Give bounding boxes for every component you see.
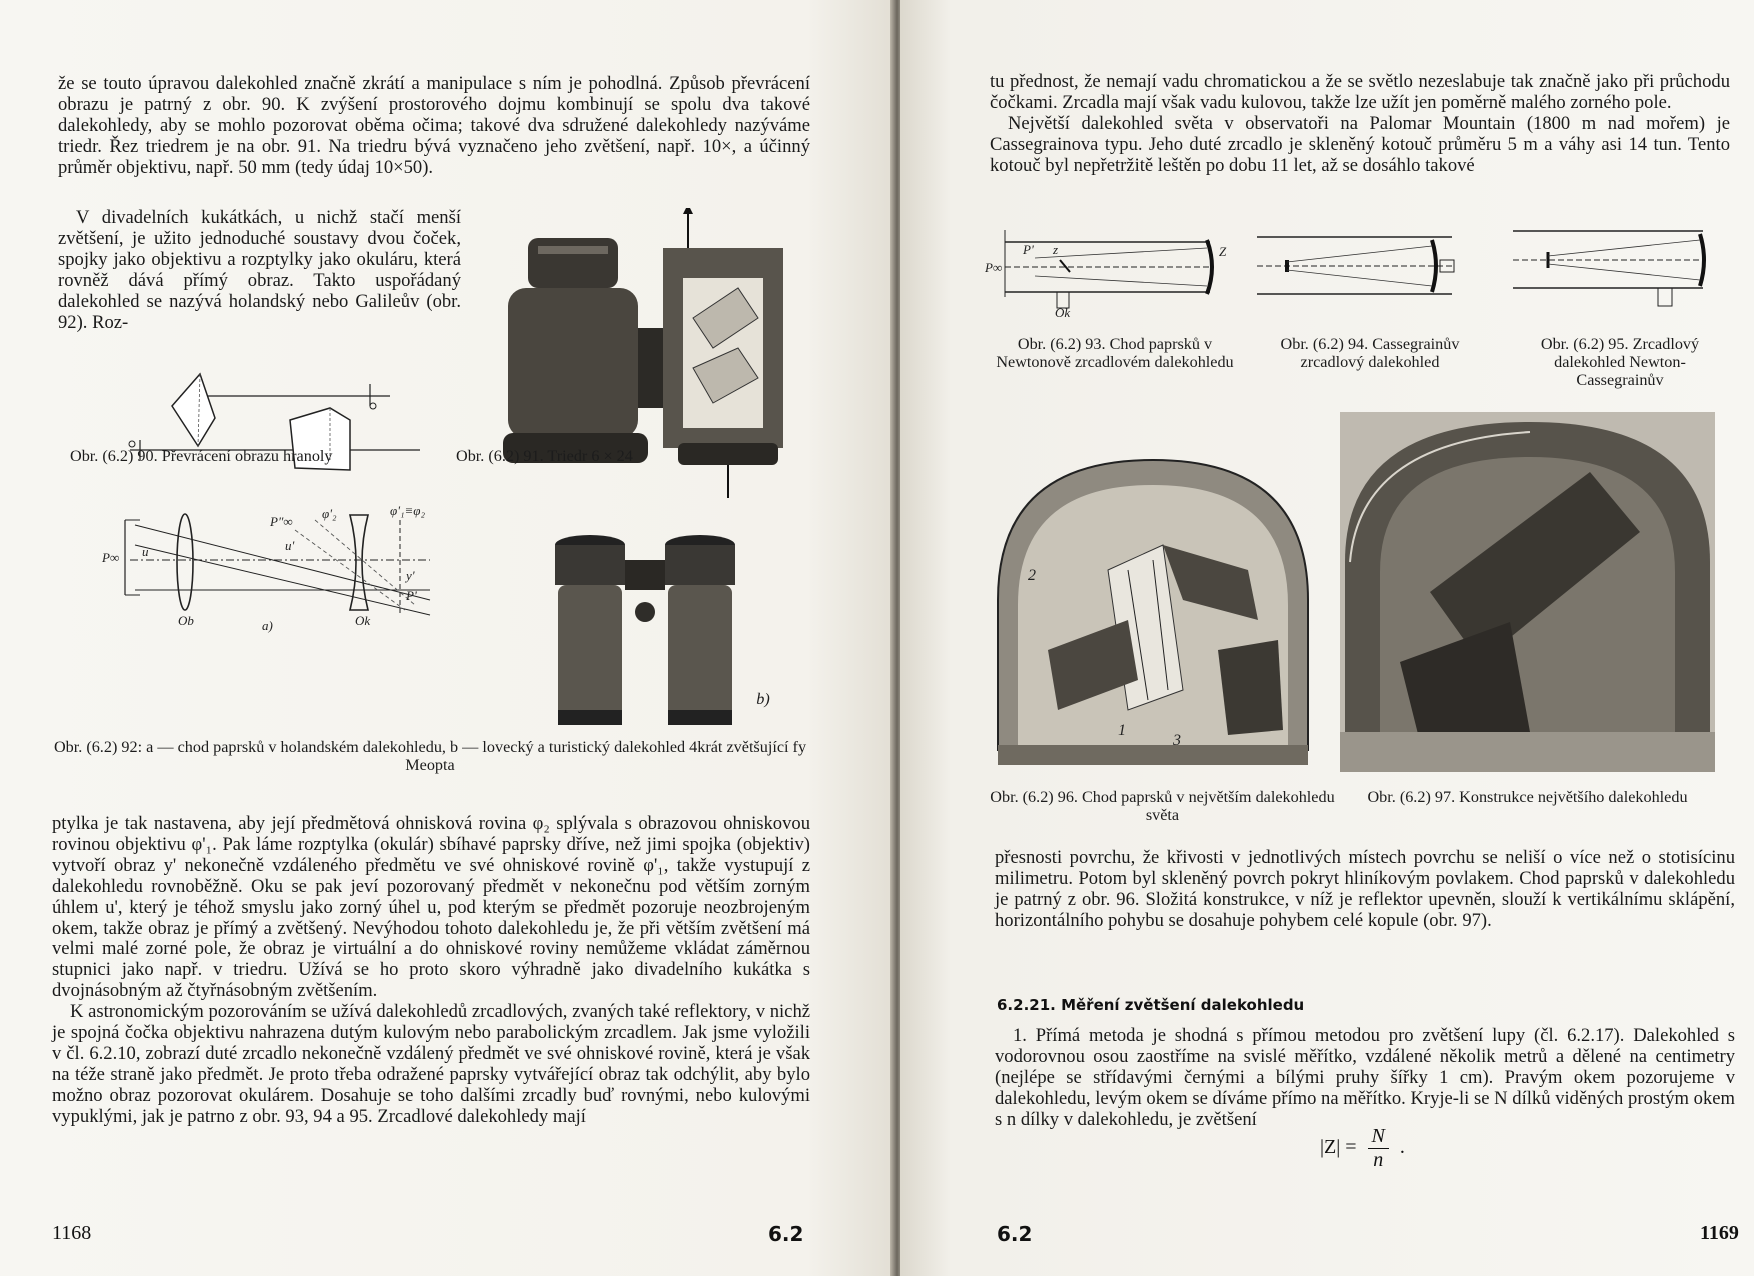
fig92b-bridge <box>625 560 665 590</box>
fig93-ray-2 <box>1035 276 1207 286</box>
left-paragraph-side <box>58 208 461 333</box>
fig92-label-pinf: P∞ <box>102 550 120 565</box>
fig92b-focus-wheel <box>635 602 655 622</box>
caption-fig-95: Obr. (6.2) 95. Zrcadlový dalekohled Newton-Cassegrainův <box>1540 335 1700 389</box>
formula-numerator: N <box>1368 1125 1389 1149</box>
left-paragraph-bottom <box>52 814 810 1128</box>
fig91-body-left <box>508 288 638 438</box>
fig92-label-p-prime: P' <box>406 588 417 603</box>
right-paragraph-method-text: 1. Přímá metoda je shodná s přímou metodou pro zvětšení lupy (čl. 6.2.17). Dalekohled s vodorovnou osou zaostříme na svislé měřítko, vzdálené několik metrů a dělené na centimetry (nejlépe se střídavými černými a bílými pruhy šířky 1 cm). Pravým okem pozorujeme v dalekohledu, levým okem se díváme přímo na měřítko. Kryje-li se N dílků viděných prostým okem s n dílky v dalekohledu, je zvětšení <box>995 1025 1735 1130</box>
figure-94-cassegrain <box>1252 232 1462 302</box>
fig93-label-ok: Ok <box>1055 305 1071 317</box>
caption-fig-93: Obr. (6.2) 93. Chod paprsků v Newtonově zrcadlovém dalekohledu <box>996 335 1234 371</box>
fig95-eyepiece <box>1658 288 1672 306</box>
fig95-main-mirror <box>1700 234 1704 286</box>
fig92b-right-barrel <box>668 585 732 720</box>
fig96-pier <box>1218 640 1283 735</box>
fig92-label-phi2-prime: φ'₂ <box>322 506 337 521</box>
formula-tail: . <box>1399 1136 1405 1159</box>
fig91-eyepiece <box>528 238 618 288</box>
left-paragraph-bottom-2: K astronomickým pozorováním se užívá dalekohledů zrcadlových, zvaných také reflektory, v nichž je spojná čočka objektivu nahrazena dutým kulovým nebo parabolickým zrcadlem. Jak jsme vyložili v čl. 6.2.10, zobrazí duté zrcadlo nekonečně vzdálený předmět ve své ohniskové rovině, která je však na téže straně jako předmět. Je proto třeba odražené paprsky vytvářející obraz tak odchýlit, aby bylo možno obraz pozorovat okulárem. Dosahuje se toho dalšími zrcadly buď rovnými, nebo kulovými vypuklými, jak je patrno z obr. 93, 94 a 95. Zrcadlové dalekohledy mají <box>52 1001 810 1127</box>
right-section-mark: 6.2 <box>997 1222 1033 1246</box>
fig92-label-y-prime: y' <box>406 568 415 583</box>
fig92b-right-objective <box>668 710 732 725</box>
caption-fig-96: Obr. (6.2) 96. Chod paprsků v největším dalekohledu světa <box>990 788 1335 824</box>
figure-97-observatory <box>1340 412 1715 772</box>
fig93-label-z-small: z <box>1053 242 1059 257</box>
figure-96-dome-rays <box>988 450 1323 770</box>
magnification-formula <box>1320 1125 1405 1172</box>
fig92-label-u: u <box>142 544 149 559</box>
fig92b-left-barrel <box>558 585 622 720</box>
fig96-label-1: 1 <box>1118 722 1126 739</box>
section-heading-6-2-21: 6.2.21. Měření zvětšení dalekohledu <box>997 996 1305 1014</box>
caption-fig-97: Obr. (6.2) 97. Konstrukce největšího dalekohledu <box>1367 788 1688 806</box>
fig92b-left-objective <box>558 710 622 725</box>
fig95-ray-2 <box>1548 264 1700 280</box>
fig93-flat-mirror <box>1060 260 1070 272</box>
left-page-number: 1168 <box>52 1222 92 1244</box>
fig92-label-pinf-prime: P″∞ <box>270 514 293 529</box>
fig91-arrowhead-top <box>683 208 693 214</box>
caption-fig-91: Obr. (6.2) 91. Triedr 6 × 24 <box>456 447 633 465</box>
figure-92a-galilean-rays <box>100 500 460 650</box>
fig94-ray-1 <box>1287 246 1432 262</box>
fig92-ray-1 <box>135 525 430 600</box>
fig92-objective-lens <box>177 514 193 610</box>
left-section-mark: 6.2 <box>768 1222 804 1246</box>
fig95-ray-1 <box>1548 240 1700 256</box>
figure-93-newton <box>985 222 1235 317</box>
fig94-ray-2 <box>1287 270 1432 286</box>
caption-fig-90: Obr. (6.2) 90. Převrácení obrazu hranoly <box>70 447 333 465</box>
fig96-base <box>998 745 1308 765</box>
fig96-label-2: 2 <box>1028 567 1036 584</box>
fig92-label-b: b) <box>756 690 770 708</box>
left-paragraph-top-text: že se touto úpravou dalekohled značně zkrátí a manipulace s ním je pohodlná. Způsob převrácení obrazu je patrný z obr. 90. K zvýšení prostorového dojmu kombinují se spolu dva takové dalekohledy, aby se mohlo pozorovat oběma očima; takové dva sdružené dalekohledy nazýváme triedr. Řez triedrem je na obr. 91. Na triedru bývá vyznačeno jeho zvětšení, např. 10×, a účinný průměr objektivu, např. 50 mm (tedy údaj 10×50). <box>58 73 810 178</box>
fig96-label-3: 3 <box>1173 732 1181 749</box>
fig92b-right-top <box>665 545 735 585</box>
fig92-label-u-prime: u' <box>285 538 295 553</box>
fig92-label-ob: Ob <box>178 613 194 628</box>
right-paragraph-palomar: Největší dalekohled světa v observatoři na Palomar Mountain (1800 m nad mořem) je Cassegrainova typu. Jeho duté zrcadlo je skleněný kotouč průměru 5 m a váhy asi 14 tun. Tento kotouč byl nepřetržitě leštěn po dobu 11 let, až se dosáhlo takové <box>990 112 1730 176</box>
fig90-prism-1 <box>172 374 215 446</box>
caption-fig-94: Obr. (6.2) 94. Cassegrainův zrcadlový dalekohled <box>1280 335 1460 371</box>
caption-fig-92: Obr. (6.2) 92: a — chod paprsků v holandském dalekohledu, b — lovecký a turistický dalekohled 4krát zvětšující fy Meopta <box>53 738 807 774</box>
fig92-label-ok: Ok <box>355 613 371 628</box>
fig92b-left-top <box>555 545 625 585</box>
formula-fraction <box>1368 1125 1389 1172</box>
right-page <box>900 0 1754 1276</box>
fig91-eyepiece-ring <box>538 246 608 254</box>
fig90-eye-right <box>370 403 376 409</box>
right-paragraph-method <box>995 1026 1735 1131</box>
left-paragraph-bottom-1: ptylka je tak nastavena, aby její předmětová ohnisková rovina φ₂ splývala s obrazovou ohniskovou rovinou objektivu φ'₁. Pak láme rozptylka (okulár) sbíhavé paprsky dříve, než jimi spojka (objektiv) vytvoří obraz y' nekonečně vzdáleného předmětu ve své ohniskové rovině φ'₁, takže vystupují z dalekohledu rovnoběžně. Oku se pak jeví pozorovaný předmět v nekonečnu pod větším zorným úhlem u', který je téhož smyslu jako zorný úhel u, pod kterým se předmět pozoruje neozbrojeným okem, takže obraz je přímý a zvětšený. Nevýhodou tohoto dalekohledu je, že při větším zvětšení má velmi malé zorné pole, že obraz je virtuální a do ohniskové roviny nemůžeme vkládat záměrnou stupnici jako např. v triedru. Užívá se ho proto skoro výhradně jako divadelního kukátka s dvojnásobným až čtyřnásobným zvětšením. <box>52 813 810 1002</box>
right-paragraph-top-text: tu přednost, že nemají vadu chromatickou a že se světlo nezeslabuje tak značně jako při průchodu čočkami. Zrcadla mají však vadu kulovou, takže lze užít jen poměrně malého zorného pole. <box>990 71 1730 113</box>
figure-95-newton-cassegrain <box>1508 226 1723 318</box>
fig93-label-pinf: P∞ <box>985 260 1003 275</box>
right-paragraph-top <box>990 72 1730 177</box>
formula-lhs: |Z| = <box>1320 1136 1357 1159</box>
fig93-ray-1 <box>1035 248 1207 258</box>
fig97-floor <box>1340 732 1715 772</box>
figure-92b-binoculars <box>540 530 750 730</box>
left-paragraph-top <box>58 74 810 179</box>
fig92-label-phi1-phi2: φ'₁≡φ₂ <box>390 503 425 518</box>
fig93-label-z-big: Z <box>1219 244 1227 259</box>
right-paragraph-middle <box>995 848 1735 932</box>
right-paragraph-middle-text: přesnosti povrchu, že křivosti v jednotlivých místech povrchu se neliší o více než o stotisícinu milimetru. Potom byl skleněný povrch pokryt hliníkovým povlakem. Chod paprsků v dalekohledu je patrný z obr. 96. Složitá konstrukce, v níž je reflektor upevněn, slouží k vertikálnímu sklápění, horizontálního pohybu se dosahuje pohybem celé kopule (obr. 97). <box>995 847 1735 931</box>
fig92-label-a: a) <box>262 618 273 633</box>
formula-denominator: n <box>1373 1149 1384 1171</box>
left-paragraph-side-text: V divadelních kukátkách, u nichž stačí menší zvětšení, je užito jednoduché soustavy dvou čoček, spojky jako objektivu a rozptylky jako okuláru, která rovněž dává přímý obraz. Takto uspořádaný dalekohled se nazývá holandský nebo Galileův (obr. 92). Roz- <box>58 207 461 333</box>
right-page-number: 1169 <box>1700 1222 1739 1244</box>
fig93-label-p-prime: P' <box>1023 242 1034 257</box>
